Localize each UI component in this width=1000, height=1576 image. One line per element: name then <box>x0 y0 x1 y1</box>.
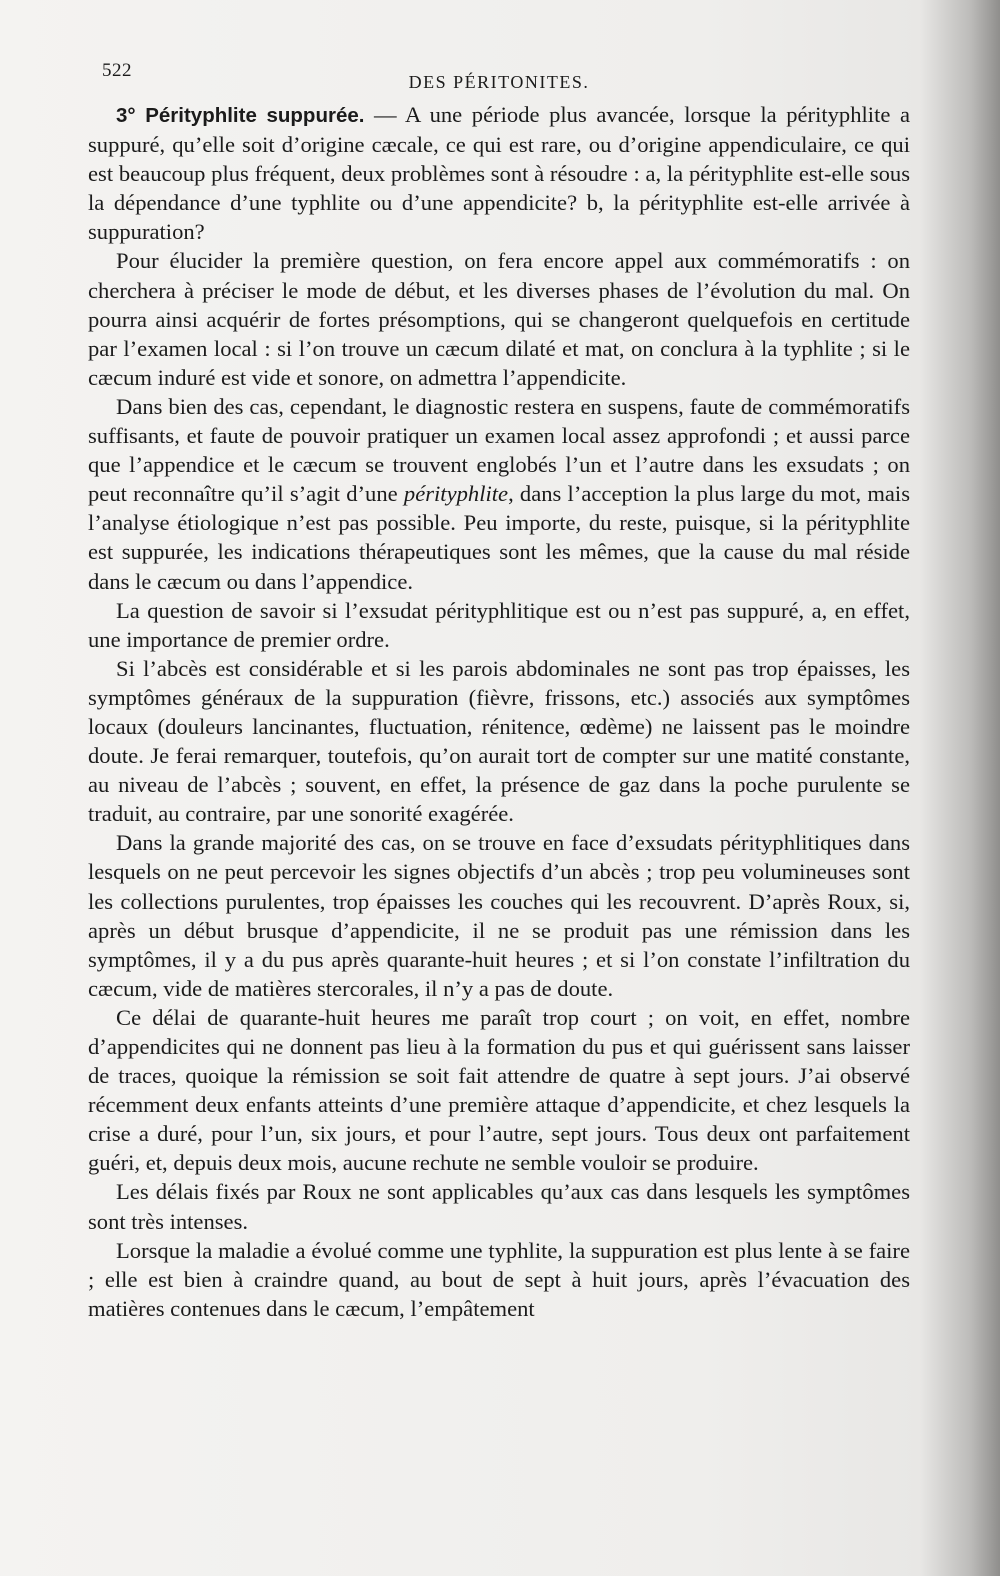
running-header <box>88 58 910 98</box>
paragraph-6: Ce délai de quarante-huit heures me paraît trop court ; on voit, en effet, nombre d’appendicites qui ne donnent pas lieu à la formation du pus et qui guérissent sans laisser de traces, quoique la rémission se soit fait attendre de quatre à sept jours. J’ai observé récemment deux enfants atteints d’une première attaque d’appendicite, et chez lesquels la crise a duré, pour l’un, six jours, et pour l’autre, sept jours. Tous deux ont parfaitement guéri, et, depuis deux mois, aucune rechute ne semble vouloir se produire. <box>88 1004 910 1176</box>
body-text <box>88 100 910 1323</box>
paragraph-3: La question de savoir si l’exsudat pérityphlitique est ou n’est pas suppuré, a, en effet, une importance de premier ordre. <box>88 597 910 652</box>
paragraph-2-start: Dans bien des cas, cependant, le diagnostic restera en suspens, faute de commémoratifs suffisants, et faute de pouvoir pratiquer un examen local assez approfondi ; et aussi parce que l’appendice et le cæcum se trouvent englobés l’un et l’autre dans les exsudats ; on peut reconnaître qu’il s’agit d’une <box>88 393 910 507</box>
paragraph-2 <box>88 392 910 596</box>
running-title: DES PÉRITONITES. <box>408 72 590 92</box>
paragraph-4: Si l’abcès est considérable et si les parois abdominales ne sont pas trop épaisses, les symptômes généraux de la suppuration (fièvre, frissons, etc.) associés aux symptômes locaux (douleurs lancinantes, fluctuation, rénitence, œdème) ne laissent pas le moindre doute. Je ferai remarquer, toutefois, qu’on aurait tort de compter sur une matité constante, au niveau de l’abcès ; souvent, en effet, la présence de gaz dans la poche purulente se traduit, au contraire, par une sonorité exagérée. <box>88 655 910 827</box>
paragraph-8: Lorsque la maladie a évolué comme une typhlite, la suppuration est plus lente à se faire ; elle est bien à craindre quand, au bout de sept à huit jours, après l’évacuation des matières contenues dans le cæcum, l’empâtement <box>88 1237 910 1321</box>
section-heading: 3° Pérityphlite suppurée. <box>116 104 365 127</box>
paragraph-5: Dans la grande majorité des cas, on se trouve en face d’exsudats pérityphlitiques dans lesquels on ne peut percevoir les signes objectifs d’un abcès ; trop peu volumineuses sont les collections purulentes, trop épaisses les couches qui les recouvrent. D’après Roux, si, après un début brusque d’appendicite, il ne se produit pas une rémission dans les symptômes, il y a du pus après quarante-huit heures ; et si l’on constate l’infiltration du cæcum, vide de matières stercorales, il n’y a pas de doute. <box>88 830 910 1001</box>
paragraph-2-end: , dans l’acception la plus large du mot, mais l’analyse étiologique n’est pas possible. Peu importe, du reste, puisque, si la pérityphlite est suppurée, les indications thérapeutiques sont les mêmes, que la cause du mal réside dans le cæcum ou dans l’appendice. <box>88 481 910 594</box>
book-page <box>88 58 910 1548</box>
section-paragraph <box>88 100 910 246</box>
paragraph-7: Les délais fixés par Roux ne sont applicables qu’aux cas dans lesquels les symptômes sont très intenses. <box>88 1179 910 1234</box>
section-intro: — A une période plus avancée, lorsque la pérityphlite a suppuré, qu’elle soit d’origine cæcale, ce qui est rare, ou d’origine appendiculaire, ce qui est beaucoup plus fréquent, deux problèmes sont à résoudre : a, la pérityphlite est-elle sous la dépendance d’une typhlite ou d’une appendicite? b, la pérityphlite est-elle arrivée à suppuration? <box>88 102 910 245</box>
paragraph-2-italic: pérityphlite <box>403 481 509 507</box>
paragraph-1: Pour élucider la première question, on fera encore appel aux commémoratifs : on cherchera à préciser le mode de début, et les diverses phases de l’évolution du mal. On pourra ainsi acquérir de fortes présomptions, qui se changeront quelquefois en certitude par l’examen local : si l’on trouve un cæcum dilaté et mat, on conclura à la typhlite ; si le cæcum induré est vide et sonore, on admettra l’appendicite. <box>88 248 910 390</box>
page-number: 522 <box>102 60 132 81</box>
